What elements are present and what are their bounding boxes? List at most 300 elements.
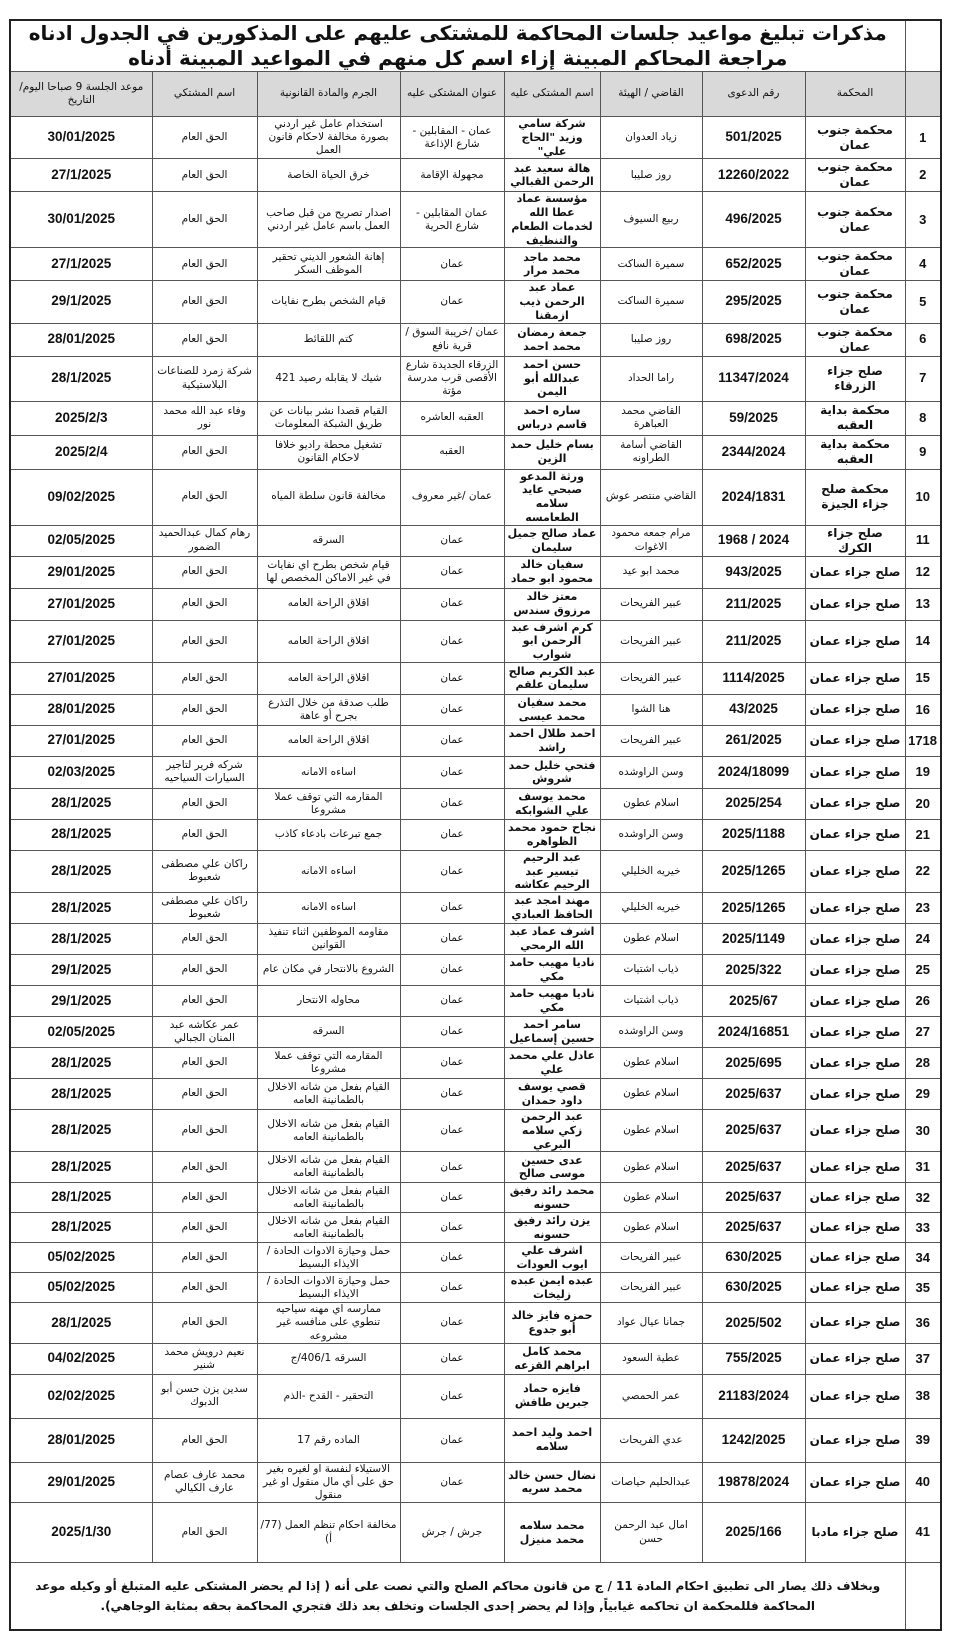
- hearing-date: 29/1/2025: [10, 281, 152, 323]
- defendant-address: عمان: [400, 1213, 504, 1243]
- case-number: 2025/166: [702, 1503, 805, 1563]
- hearing-date: 29/01/2025: [10, 556, 152, 588]
- complainant-name: الحق العام: [152, 1303, 257, 1343]
- defendant-name: عدى حسين موسى صالح: [504, 1152, 600, 1183]
- defendant-name: مؤسسة عماد عطا الله لخدمات الطعام والتنظيف: [504, 192, 600, 248]
- table-row: [10, 986, 941, 1017]
- table-row: [10, 401, 941, 435]
- hearing-date: 28/01/2025: [10, 323, 152, 356]
- case-number: 1242/2025: [702, 1418, 805, 1462]
- title-row: [10, 20, 941, 72]
- defendant-address: عمان: [400, 955, 504, 986]
- defendant-name: ساره احمد قاسم درباس: [504, 401, 600, 435]
- judge-name: محمد ابو عيد: [600, 556, 702, 588]
- court-name: صلح جزاء عمان: [805, 1343, 905, 1374]
- court-name: صلح جزاء الزرقاء: [805, 356, 905, 401]
- defendant-address: عمان المقابلين - شارع الحرية: [400, 192, 504, 248]
- case-number: 2025/67: [702, 986, 805, 1017]
- case-number: 19878/2024: [702, 1462, 805, 1502]
- complainant-name: الحق العام: [152, 788, 257, 819]
- table-row: [10, 725, 941, 756]
- header-address: عنوان المشتكى عليه: [400, 72, 504, 117]
- case-number: 2025/1188: [702, 819, 805, 850]
- court-name: صلح جزاء عمان: [805, 893, 905, 924]
- defendant-name: جمعة رمضان محمد احمد: [504, 323, 600, 356]
- complainant-name: الحق العام: [152, 1048, 257, 1079]
- defendant-address: عمان /غير معروف: [400, 469, 504, 525]
- judge-name: ذياب اشتيات: [600, 955, 702, 986]
- table-row: [10, 525, 941, 556]
- defendant-address: عمان - المقابلين - شارع الإذاعة: [400, 117, 504, 159]
- defendant-name: قصي يوسف داود حمدان: [504, 1079, 600, 1110]
- table-row: [10, 1017, 941, 1048]
- defendant-address: عمان /خريبة السوق /قرية نافع: [400, 323, 504, 356]
- table-row: [10, 819, 941, 850]
- hearing-date: 28/1/2025: [10, 1213, 152, 1243]
- court-name: محكمة جنوب عمان: [805, 117, 905, 159]
- court-name: صلح جزاء عمان: [805, 1243, 905, 1273]
- defendant-address: عمان: [400, 850, 504, 892]
- table-row: [10, 469, 941, 525]
- header-crime: الجرم والمادة القانونية: [257, 72, 400, 117]
- defendant-name: عبد الكريم صالح سليمان علقم: [504, 662, 600, 694]
- case-number: 2025/637: [702, 1079, 805, 1110]
- defendant-address: عمان: [400, 1374, 504, 1418]
- table-row: [10, 1243, 941, 1273]
- row-index: 13: [905, 588, 941, 620]
- judge-name: روز صليبا: [600, 159, 702, 192]
- crime-description: ممارسه اي مهنه سياحيه تنطوي على منافسه غير مشروعه: [257, 1303, 400, 1343]
- complainant-name: الحق العام: [152, 248, 257, 281]
- judge-name: اسلام عطون: [600, 1213, 702, 1243]
- judge-name: عبير الفريحات: [600, 1273, 702, 1303]
- crime-description: اساءه الامانه: [257, 756, 400, 788]
- case-number: 755/2025: [702, 1343, 805, 1374]
- case-number: 12260/2022: [702, 159, 805, 192]
- row-index: 32: [905, 1183, 941, 1213]
- defendant-name: سامر احمد حسين إسماعيل: [504, 1017, 600, 1048]
- defendant-address: عمان: [400, 662, 504, 694]
- case-number: 211/2025: [702, 588, 805, 620]
- hearing-date: 27/01/2025: [10, 620, 152, 662]
- table-row: [10, 850, 941, 892]
- defendant-name: كرم اشرف عبد الرحمن ابو شوارب: [504, 620, 600, 662]
- hearing-date: 02/03/2025: [10, 756, 152, 788]
- judge-name: اسلام عطون: [600, 788, 702, 819]
- judge-name: اسلام عطون: [600, 1079, 702, 1110]
- court-name: محكمة بداية العقبه: [805, 435, 905, 469]
- court-name: صلح جزاء عمان: [805, 588, 905, 620]
- judge-name: اسلام عطون: [600, 1048, 702, 1079]
- hearing-date: 27/1/2025: [10, 248, 152, 281]
- complainant-name: الحق العام: [152, 924, 257, 955]
- court-name: صلح جزاء عمان: [805, 1418, 905, 1462]
- defendant-name: حسن احمد عبدالله أبو اليمن: [504, 356, 600, 401]
- hearing-date: 04/02/2025: [10, 1343, 152, 1374]
- row-index: 7: [905, 356, 941, 401]
- court-name: صلح جزاء عمان: [805, 756, 905, 788]
- crime-description: حمل وحيازة الادوات الحادة /الايذاء البسيط: [257, 1273, 400, 1303]
- case-number: 698/2025: [702, 323, 805, 356]
- court-name: صلح جزاء عمان: [805, 1110, 905, 1152]
- defendant-address: عمان: [400, 1110, 504, 1152]
- hearing-date: 02/05/2025: [10, 1017, 152, 1048]
- crime-description: تشغيل محطة راديو خلافا لاحكام القانون: [257, 435, 400, 469]
- judge-name: عبير الفريحات: [600, 588, 702, 620]
- judge-name: جمانا عيال عواد: [600, 1303, 702, 1343]
- case-number: 2024/16851: [702, 1017, 805, 1048]
- row-index: 38: [905, 1374, 941, 1418]
- defendant-name: احمد وليد احمد سلامه: [504, 1418, 600, 1462]
- hearing-date: 29/1/2025: [10, 955, 152, 986]
- judge-name: روز صليبا: [600, 323, 702, 356]
- case-number: 2344/2024: [702, 435, 805, 469]
- judge-name: اسلام عطون: [600, 1152, 702, 1183]
- complainant-name: نعيم درويش محمد شنير: [152, 1343, 257, 1374]
- crime-description: قيام شخص بطرح اي نفايات في غير الاماكن المخصص لها: [257, 556, 400, 588]
- defendant-name: فايزه حماد جبرين طافش: [504, 1374, 600, 1418]
- crime-description: القيام بفعل من شانه الاخلال بالطمانينة العامه: [257, 1152, 400, 1183]
- row-index: 8: [905, 401, 941, 435]
- table-row: [10, 248, 941, 281]
- complainant-name: شركة زمرد للصناعات البلاستيكية: [152, 356, 257, 401]
- row-index: 10: [905, 469, 941, 525]
- crime-description: السرقه 406/1/ج: [257, 1343, 400, 1374]
- defendant-address: عمان: [400, 525, 504, 556]
- hearing-date: 2025/2/3: [10, 401, 152, 435]
- case-number: 211/2025: [702, 620, 805, 662]
- case-number: 261/2025: [702, 725, 805, 756]
- crime-description: حمل وحيازة الادوات الحادة /الايذاء البسيط: [257, 1243, 400, 1273]
- row-index: 39: [905, 1418, 941, 1462]
- hearing-date: 27/01/2025: [10, 588, 152, 620]
- crime-description: الاستيلاء لنفسة او لغيره بغير حق على أي مال منقول او غير منقول: [257, 1462, 400, 1502]
- row-index: 31: [905, 1152, 941, 1183]
- judge-name: ربيع السيوف: [600, 192, 702, 248]
- complainant-name: الحق العام: [152, 1418, 257, 1462]
- judge-name: هنا الشوا: [600, 694, 702, 725]
- row-index: 40: [905, 1462, 941, 1502]
- row-index: 37: [905, 1343, 941, 1374]
- crime-description: محاوله الانتحار: [257, 986, 400, 1017]
- table-row: [10, 1462, 941, 1502]
- case-number: 2025/637: [702, 1183, 805, 1213]
- row-index: 5: [905, 281, 941, 323]
- crime-description: شيك لا يقابله رصيد 421: [257, 356, 400, 401]
- defendant-address: عمان: [400, 788, 504, 819]
- case-number: 2025/695: [702, 1048, 805, 1079]
- crime-description: استخدام عامل غير اردني بصورة مخالفة لاحكام قانون العمل: [257, 117, 400, 159]
- hearing-date: 09/02/2025: [10, 469, 152, 525]
- crime-description: الشروع بالانتحار في مكان عام: [257, 955, 400, 986]
- hearing-date: 28/1/2025: [10, 1110, 152, 1152]
- row-index: 3: [905, 192, 941, 248]
- case-number: 943/2025: [702, 556, 805, 588]
- row-index: 28: [905, 1048, 941, 1079]
- table-row: [10, 1503, 941, 1563]
- defendant-address: عمان: [400, 893, 504, 924]
- table-row: [10, 924, 941, 955]
- hearing-date: 29/01/2025: [10, 1462, 152, 1502]
- case-number: 59/2025: [702, 401, 805, 435]
- case-number: 1968 / 2024: [702, 525, 805, 556]
- table-row: [10, 1273, 941, 1303]
- defendant-address: عمان: [400, 281, 504, 323]
- hearing-date: 27/1/2025: [10, 159, 152, 192]
- judge-name: راما الحداد: [600, 356, 702, 401]
- defendant-address: العقبه العاشره: [400, 401, 504, 435]
- complainant-name: شركه فرير لتاجير السيارات السياحيه: [152, 756, 257, 788]
- header-judge: القاضي / الهيئة: [600, 72, 702, 117]
- crime-description: اقلاق الراحة العامه: [257, 620, 400, 662]
- header-case-number: رقم الدعوى: [702, 72, 805, 117]
- complainant-name: راكان علي مصطفى شعبوط: [152, 893, 257, 924]
- defendant-address: عمان: [400, 588, 504, 620]
- defendant-name: اشرف علي ايوب العودات: [504, 1243, 600, 1273]
- defendant-address: عمان: [400, 1243, 504, 1273]
- judge-name: وسن الراوشده: [600, 819, 702, 850]
- judge-name: عبير الفريحات: [600, 620, 702, 662]
- defendant-name: معتز خالد مرزوق سندس: [504, 588, 600, 620]
- crime-description: قيام الشخص بطرح نفايات: [257, 281, 400, 323]
- judge-name: ذياب اشتيات: [600, 986, 702, 1017]
- row-index: 23: [905, 893, 941, 924]
- hearing-date: 30/01/2025: [10, 192, 152, 248]
- court-name: صلح جزاء عمان: [805, 694, 905, 725]
- case-number: 652/2025: [702, 248, 805, 281]
- court-name: صلح جزاء عمان: [805, 924, 905, 955]
- row-index: 24: [905, 924, 941, 955]
- row-index: 35: [905, 1273, 941, 1303]
- judge-name: سميرة الساكت: [600, 281, 702, 323]
- court-name: صلح جزاء الكرك: [805, 525, 905, 556]
- defendant-name: نجاح حمود محمد الظواهره: [504, 819, 600, 850]
- row-index: 4: [905, 248, 941, 281]
- row-index: 12: [905, 556, 941, 588]
- case-number: 295/2025: [702, 281, 805, 323]
- table-row: [10, 281, 941, 323]
- defendant-address: عمان: [400, 248, 504, 281]
- complainant-name: الحق العام: [152, 159, 257, 192]
- defendant-address: الزرقاء الجديدة شارع الأقصى قرب مدرسة مؤتة: [400, 356, 504, 401]
- case-number: 21183/2024: [702, 1374, 805, 1418]
- table-row: [10, 662, 941, 694]
- court-name: صلح جزاء عمان: [805, 986, 905, 1017]
- defendant-name: عبده ايمن عبده زليخات: [504, 1273, 600, 1303]
- defendant-name: احمد طلال احمد راشد: [504, 725, 600, 756]
- hearing-date: 28/1/2025: [10, 893, 152, 924]
- judge-name: القاضي منتصر عوش: [600, 469, 702, 525]
- court-name: صلح جزاء عمان: [805, 1048, 905, 1079]
- row-index: 6: [905, 323, 941, 356]
- hearing-date: 28/1/2025: [10, 924, 152, 955]
- complainant-name: محمد عارف عصام عارف الكيالي: [152, 1462, 257, 1502]
- table-body: [10, 117, 941, 1563]
- defendant-name: ورثة المدعو صبحي عايد سلامه الطعامسه: [504, 469, 600, 525]
- row-index: 27: [905, 1017, 941, 1048]
- judge-name: خيريه الخليلي: [600, 850, 702, 892]
- court-name: محكمة جنوب عمان: [805, 192, 905, 248]
- crime-description: المقارمه التي توقف عملا مشروعا: [257, 788, 400, 819]
- hearing-date: 28/1/2025: [10, 788, 152, 819]
- judge-name: امال عبد الرحمن حسن: [600, 1503, 702, 1563]
- hearing-date: 2025/1/30: [10, 1503, 152, 1563]
- table-row: [10, 588, 941, 620]
- row-index: 26: [905, 986, 941, 1017]
- complainant-name: راكان علي مصطفى شعبوط: [152, 850, 257, 892]
- complainant-name: الحق العام: [152, 1273, 257, 1303]
- crime-description: خرق الحياة الخاصة: [257, 159, 400, 192]
- defendant-address: عمان: [400, 924, 504, 955]
- row-index: 22: [905, 850, 941, 892]
- court-name: صلح جزاء عمان: [805, 1374, 905, 1418]
- crime-description: اقلاق الراحة العامه: [257, 588, 400, 620]
- row-index: 33: [905, 1213, 941, 1243]
- defendant-address: عمان: [400, 1017, 504, 1048]
- complainant-name: سدين يزن حسن أبو الدبوك: [152, 1374, 257, 1418]
- defendant-address: العقبه: [400, 435, 504, 469]
- table-row: [10, 1343, 941, 1374]
- complainant-name: الحق العام: [152, 588, 257, 620]
- court-name: صلح جزاء عمان: [805, 1017, 905, 1048]
- document-title: مذكرات تبليغ مواعيد جلسات المحاكمة للمشتكى عليهم على المذكورين في الجدول ادناه مراجعة المحاكم المبينة إزاء اسم كل منهم في المواعيد المبينة أدناه: [10, 20, 905, 72]
- table-row: [10, 893, 941, 924]
- complainant-name: الحق العام: [152, 281, 257, 323]
- hearing-date: 28/1/2025: [10, 356, 152, 401]
- defendant-name: عبد الرحيم تيسير عبد الرحيم عكاشه: [504, 850, 600, 892]
- crime-description: اقلاق الراحة العامه: [257, 725, 400, 756]
- case-number: 2025/322: [702, 955, 805, 986]
- court-name: صلح جزاء عمان: [805, 1213, 905, 1243]
- judge-name: اسلام عطون: [600, 924, 702, 955]
- defendant-name: ناديا مهيب حامد مكي: [504, 986, 600, 1017]
- defendant-address: عمان: [400, 556, 504, 588]
- defendant-name: عماد عبد الرحمن ذيب ازمقنا: [504, 281, 600, 323]
- complainant-name: عمر عكاشه عبد المنان الجبالي: [152, 1017, 257, 1048]
- hearing-date: 28/1/2025: [10, 1152, 152, 1183]
- table-row: [10, 1303, 941, 1343]
- row-index: 20: [905, 788, 941, 819]
- complainant-name: الحق العام: [152, 1079, 257, 1110]
- complainant-name: الحق العام: [152, 556, 257, 588]
- defendant-name: هالة سعيد عبد الرحمن القبالي: [504, 159, 600, 192]
- defendant-name: فتحي خليل حمد شروش: [504, 756, 600, 788]
- complainant-name: الحق العام: [152, 620, 257, 662]
- court-name: صلح جزاء عمان: [805, 620, 905, 662]
- case-number: 11347/2024: [702, 356, 805, 401]
- row-index: 34: [905, 1243, 941, 1273]
- complainant-name: الحق العام: [152, 435, 257, 469]
- table-row: [10, 694, 941, 725]
- judge-name: عبير الفريحات: [600, 662, 702, 694]
- complainant-name: الحق العام: [152, 819, 257, 850]
- complainant-name: الحق العام: [152, 1110, 257, 1152]
- hearing-date: 28/1/2025: [10, 850, 152, 892]
- complainant-name: وفاء عبد الله محمد نور: [152, 401, 257, 435]
- hearing-schedule-table: [9, 19, 942, 1631]
- title-index-cell: [905, 20, 941, 72]
- table-row: [10, 159, 941, 192]
- complainant-name: الحق العام: [152, 1243, 257, 1273]
- complainant-name: الحق العام: [152, 725, 257, 756]
- table-row: [10, 192, 941, 248]
- court-name: محكمة جنوب عمان: [805, 323, 905, 356]
- legal-footnote: وبخلاف ذلك يصار الى تطبيق احكام المادة 11 / ج من قانون محاكم الصلح والتي نصت على أنه ( إذا لم يحضر المشتكى عليه المتبلغ أو وكيله موعد المحاكمة فللمحكمة ان تحاكمه غيابياً, وإذا لم يحضر إحدى الجلسات وتخلف بعد ذلك فتجري المحاكمة بحقه بمثابة الوجاهي).: [10, 1563, 905, 1631]
- judge-name: مرام جمعه محمود الاغوات: [600, 525, 702, 556]
- footer-row: [10, 1563, 941, 1631]
- table-row: [10, 756, 941, 788]
- complainant-name: الحق العام: [152, 117, 257, 159]
- case-number: 2025/1265: [702, 850, 805, 892]
- defendant-address: عمان: [400, 1303, 504, 1343]
- header-date: موعد الجلسة 9 صباحا اليوم/التاريخ: [10, 72, 152, 117]
- crime-description: السرقه: [257, 525, 400, 556]
- defendant-name: محمد سفيان محمد عيسى: [504, 694, 600, 725]
- court-name: صلح جزاء مادبا: [805, 1503, 905, 1563]
- crime-description: إهانة الشعور الديني تحقير الموظف السكر: [257, 248, 400, 281]
- header-complainant: اسم المشتكي: [152, 72, 257, 117]
- defendant-address: مجهولة الإقامة: [400, 159, 504, 192]
- hearing-date: 2025/2/4: [10, 435, 152, 469]
- case-number: 1114/2025: [702, 662, 805, 694]
- crime-description: السرقه: [257, 1017, 400, 1048]
- defendant-address: عمان: [400, 986, 504, 1017]
- table-row: [10, 1152, 941, 1183]
- defendant-address: عمان: [400, 819, 504, 850]
- row-index: 19: [905, 756, 941, 788]
- crime-description: كتم اللقائط: [257, 323, 400, 356]
- case-number: 2025/254: [702, 788, 805, 819]
- row-index: 9: [905, 435, 941, 469]
- crime-description: اساءه الامانه: [257, 850, 400, 892]
- crime-description: المقارمه التي توقف عملا مشروعا: [257, 1048, 400, 1079]
- defendant-name: نضال حسن خالد محمد سريه: [504, 1462, 600, 1502]
- hearing-date: 29/1/2025: [10, 986, 152, 1017]
- crime-description: مخالفة احكام تنظم العمل (77/ أ): [257, 1503, 400, 1563]
- court-name: صلح جزاء عمان: [805, 955, 905, 986]
- header-row: [10, 72, 941, 117]
- case-number: 2025/637: [702, 1110, 805, 1152]
- judge-name: وسن الراوشده: [600, 1017, 702, 1048]
- table-row: [10, 1183, 941, 1213]
- defendant-name: شركة سامي وزيد "الحاج علي": [504, 117, 600, 159]
- court-name: صلح جزاء عمان: [805, 662, 905, 694]
- defendant-name: عبد الرحمن زكي سلامه البرعي: [504, 1110, 600, 1152]
- defendant-name: حمزه فايز خالد أبو جدوع: [504, 1303, 600, 1343]
- crime-description: مخالفة قانون سلطة المياه: [257, 469, 400, 525]
- hearing-date: 28/1/2025: [10, 819, 152, 850]
- court-name: صلح جزاء عمان: [805, 819, 905, 850]
- crime-description: القيام بفعل من شانه الاخلال بالطمانينة العامه: [257, 1110, 400, 1152]
- hearing-date: 28/1/2025: [10, 1303, 152, 1343]
- table-row: [10, 1213, 941, 1243]
- court-name: صلح جزاء عمان: [805, 725, 905, 756]
- court-name: صلح جزاء عمان: [805, 1152, 905, 1183]
- header-court: المحكمة: [805, 72, 905, 117]
- judge-name: اسلام عطون: [600, 1110, 702, 1152]
- defendant-name: محمد ماجد محمد مرار: [504, 248, 600, 281]
- defendant-address: عمان: [400, 1152, 504, 1183]
- row-index: 14: [905, 620, 941, 662]
- row-index: 30: [905, 1110, 941, 1152]
- case-number: 501/2025: [702, 117, 805, 159]
- court-name: صلح جزاء عمان: [805, 1273, 905, 1303]
- table-row: [10, 117, 941, 159]
- judge-name: سميرة الساكت: [600, 248, 702, 281]
- table-row: [10, 1418, 941, 1462]
- defendant-address: عمان: [400, 1183, 504, 1213]
- case-number: 496/2025: [702, 192, 805, 248]
